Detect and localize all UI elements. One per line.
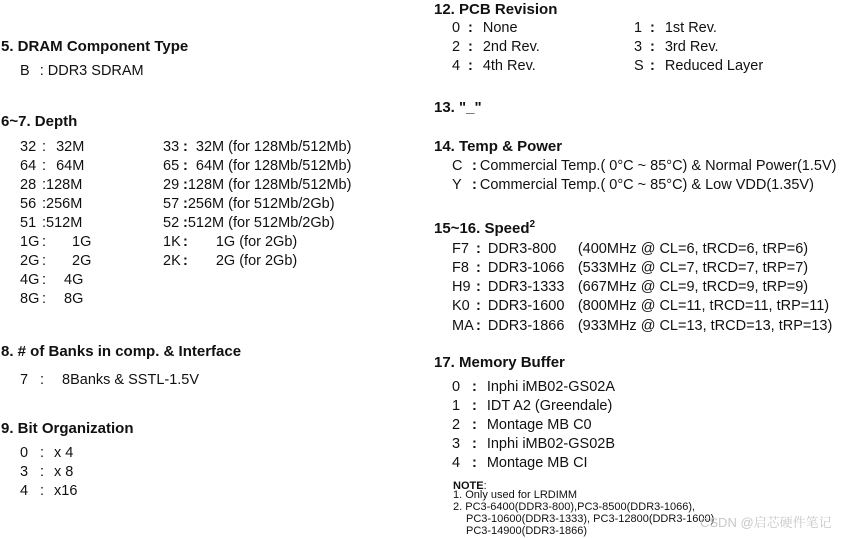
- item-sep: :: [40, 483, 45, 499]
- item-sep: :: [468, 58, 473, 74]
- item-sep: :: [183, 253, 188, 269]
- pcb-rev-item: [634, 58, 763, 74]
- section-15-16-title: [434, 219, 535, 237]
- item-code: 0: [452, 379, 461, 395]
- item-sep: :: [468, 20, 473, 36]
- item-code: 1: [452, 398, 461, 414]
- item-desc: 4th Rev.: [482, 58, 536, 74]
- depth-item: [163, 158, 351, 174]
- item-sep: :: [40, 445, 45, 461]
- pcb-rev-item: [452, 58, 536, 74]
- speed-item: [452, 318, 832, 334]
- depth-item: [20, 177, 82, 193]
- item-code: 29: [163, 177, 180, 193]
- item-desc: DDR3-1600: [487, 298, 565, 314]
- item-code: 4: [452, 455, 461, 471]
- item-code: 33: [163, 139, 180, 155]
- depth-item: [163, 234, 297, 250]
- item-desc: x 8: [54, 464, 74, 480]
- item-desc: 4G: [64, 272, 84, 288]
- item-sep: :: [183, 234, 188, 250]
- item-desc: 512M (for 512Mb/2Gb): [187, 215, 335, 231]
- depth-item: [163, 196, 335, 212]
- item-code: S: [634, 58, 644, 74]
- section-8-title: 8. # of Banks in comp. & Interface: [1, 343, 242, 360]
- item-sep: :: [42, 158, 47, 174]
- item-sep: :: [40, 464, 45, 480]
- memory-buffer-item: [452, 455, 588, 471]
- item-desc: IDT A2 (Greendale): [486, 398, 613, 414]
- item-timing: (533MHz @ CL=7, tRCD=7, tRP=7): [577, 260, 809, 276]
- item-code: 2G: [20, 253, 40, 269]
- item-sep: :: [476, 260, 481, 276]
- item-timing: (800MHz @ CL=11, tRCD=11, tRP=11): [577, 298, 830, 314]
- item-desc: 1G (for 2Gb): [215, 234, 298, 250]
- item-desc: Inphi iMB02-GS02A: [486, 379, 615, 395]
- depth-item: [20, 139, 84, 155]
- item-code: Y: [452, 177, 462, 193]
- memory-buffer-item: [452, 436, 615, 452]
- depth-item: [163, 215, 335, 231]
- item-desc: 128M (for 128Mb/512Mb): [187, 177, 352, 193]
- item-code: 57: [163, 196, 180, 212]
- item-desc: DDR3-1866: [487, 318, 565, 334]
- section-17-title: 17. Memory Buffer: [434, 354, 565, 371]
- speed-item: [452, 279, 808, 295]
- item-code: 1G: [20, 234, 40, 250]
- item-desc: 64M (for 128Mb/512Mb): [195, 158, 352, 174]
- item-code: 2K: [163, 253, 181, 269]
- item-timing: (933MHz @ CL=13, tRCD=13, tRP=13): [577, 318, 833, 334]
- speed-title-text: 15~16. Speed: [434, 220, 530, 237]
- depth-item: [20, 158, 84, 174]
- item-desc: 8G: [64, 291, 84, 307]
- item-sep: :: [472, 379, 477, 395]
- dram-type-item: [20, 63, 144, 79]
- item-sep: :: [183, 177, 188, 193]
- item-code: 51: [20, 215, 37, 231]
- item-code: MA: [452, 318, 474, 334]
- item-desc: 2G (for 2Gb): [215, 253, 298, 269]
- item-code: F7: [452, 241, 469, 257]
- item-code: 4: [452, 58, 461, 74]
- item-desc: 1G: [72, 234, 92, 250]
- section-9-title: 9. Bit Organization: [1, 420, 134, 437]
- item-desc: DDR3-1333: [487, 279, 565, 295]
- item-sep: :: [42, 291, 47, 307]
- item-code: 8G: [20, 291, 40, 307]
- depth-item: [20, 196, 82, 212]
- item-sep: :: [183, 158, 188, 174]
- speed-title-sup: 2: [529, 219, 536, 230]
- item-sep: :: [42, 272, 47, 288]
- item-desc: None: [482, 20, 518, 36]
- item-desc: DDR3-1066: [487, 260, 565, 276]
- note-line: PC3-10600(DDR3-1333), PC3-12800(DDR3-1600): [466, 513, 715, 525]
- item-code: 2: [452, 39, 461, 55]
- bit-org-item: [20, 483, 77, 499]
- pcb-rev-item: [634, 20, 717, 36]
- item-desc: 256M (for 512Mb/2Gb): [187, 196, 335, 212]
- item-code: F8: [452, 260, 469, 276]
- item-sep: :: [183, 215, 188, 231]
- item-code: 3: [452, 436, 461, 452]
- pcb-rev-item: [634, 39, 719, 55]
- item-desc: x 4: [54, 445, 74, 461]
- item-sep: :: [472, 417, 477, 433]
- note-colon: :: [483, 480, 487, 492]
- item-desc: DDR3 SDRAM: [47, 63, 144, 79]
- item-code: 28: [20, 177, 37, 193]
- item-code: 56: [20, 196, 37, 212]
- item-sep: :: [42, 177, 47, 193]
- item-sep: :: [472, 177, 477, 193]
- bit-org-item: [20, 464, 73, 480]
- watermark: CSDN @启芯硬件笔记: [700, 515, 832, 530]
- item-sep: :: [42, 234, 47, 250]
- item-desc: Montage MB CI: [486, 455, 588, 471]
- item-code: C: [452, 158, 463, 174]
- item-desc: 2nd Rev.: [482, 39, 540, 55]
- item-sep: :: [476, 298, 481, 314]
- speed-item: [452, 298, 829, 314]
- memory-buffer-item: [452, 417, 592, 433]
- section-5-title: 5. DRAM Component Type: [1, 38, 189, 55]
- item-desc: 3rd Rev.: [664, 39, 719, 55]
- item-timing: (400MHz @ CL=6, tRCD=6, tRP=6): [577, 241, 809, 257]
- item-sep: :: [476, 279, 481, 295]
- item-code: 52: [163, 215, 180, 231]
- item-code: 32: [20, 139, 37, 155]
- item-code: 3: [634, 39, 643, 55]
- note-line: 2. PC3-6400(DDR3-800),PC3-8500(DDR3-1066),: [453, 501, 696, 513]
- item-desc: Reduced Layer: [664, 58, 764, 74]
- bit-org-item: [20, 445, 73, 461]
- item-sep: :: [42, 196, 47, 212]
- item-code: 2: [452, 417, 461, 433]
- item-sep: :: [650, 58, 655, 74]
- depth-item: [20, 234, 91, 250]
- item-desc: Commercial Temp.( 0°C ~ 85°C) & Low VDD(1.35V): [479, 177, 814, 193]
- item-sep: :: [42, 139, 47, 155]
- temp-power-item: [452, 177, 814, 193]
- item-desc: 64M: [56, 158, 85, 174]
- item-sep: :: [40, 372, 45, 388]
- pcb-rev-item: [452, 39, 540, 55]
- item-code: H9: [452, 279, 471, 295]
- depth-item: [20, 215, 82, 231]
- item-code: 1K: [163, 234, 181, 250]
- item-sep: :: [42, 253, 47, 269]
- item-desc: DDR3-800: [487, 241, 557, 257]
- item-sep: :: [650, 20, 655, 36]
- item-desc: 512M: [46, 215, 83, 231]
- item-sep: :: [42, 215, 47, 231]
- item-code: 7: [20, 372, 29, 388]
- item-sep: :: [183, 196, 188, 212]
- item-sep: :: [476, 241, 481, 257]
- item-desc: Inphi iMB02-GS02B: [486, 436, 615, 452]
- depth-item: [20, 291, 83, 307]
- item-code: 4G: [20, 272, 40, 288]
- depth-item: [163, 177, 351, 193]
- item-code: 1: [634, 20, 643, 36]
- depth-item: [20, 272, 83, 288]
- item-sep: :: [650, 39, 655, 55]
- item-sep: :: [472, 436, 477, 452]
- depth-item: [20, 253, 91, 269]
- item-code: 64: [20, 158, 37, 174]
- note-title: NOTE: [453, 480, 484, 492]
- section-14-title: 14. Temp & Power: [434, 138, 563, 155]
- item-sep: :: [183, 139, 188, 155]
- item-desc: 2G: [72, 253, 92, 269]
- item-desc: Montage MB C0: [486, 417, 592, 433]
- item-code: 4: [20, 483, 29, 499]
- note-line: 1. Only used for LRDIMM: [453, 489, 578, 501]
- speed-item: [452, 241, 808, 257]
- item-timing: (667MHz @ CL=9, tRCD=9, tRP=9): [577, 279, 809, 295]
- banks-item: [20, 372, 199, 388]
- item-code: 3: [20, 464, 29, 480]
- item-sep: :: [468, 39, 473, 55]
- item-code: B: [20, 63, 30, 79]
- item-sep: :: [472, 455, 477, 471]
- note-line: PC3-14900(DDR3-1866): [466, 525, 588, 537]
- section-12-title: 12. PCB Revision: [434, 1, 558, 18]
- depth-item: [163, 139, 351, 155]
- item-desc: 128M: [46, 177, 83, 193]
- item-sep: :: [472, 158, 477, 174]
- item-desc: 8Banks & SSTL-1.5V: [62, 372, 200, 388]
- section-6-7-title: 6~7. Depth: [1, 113, 78, 130]
- item-desc: 32M (for 128Mb/512Mb): [195, 139, 352, 155]
- item-code: 0: [452, 20, 461, 36]
- section-13-title: 13. "_": [434, 99, 482, 116]
- item-code: 65: [163, 158, 180, 174]
- speed-item: [452, 260, 808, 276]
- depth-item: [163, 253, 297, 269]
- item-desc: Commercial Temp.( 0°C ~ 85°C) & Normal Power(1.5V): [479, 158, 837, 174]
- item-code: K0: [452, 298, 470, 314]
- item-desc: 256M: [46, 196, 83, 212]
- item-sep: :: [476, 318, 481, 334]
- memory-buffer-item: [452, 379, 615, 395]
- pcb-rev-item: [452, 20, 518, 36]
- item-sep: :: [39, 63, 44, 79]
- memory-buffer-item: [452, 398, 612, 414]
- item-sep: :: [472, 398, 477, 414]
- item-desc: 1st Rev.: [664, 20, 717, 36]
- temp-power-item: [452, 158, 836, 174]
- item-code: 0: [20, 445, 29, 461]
- item-desc: x16: [54, 483, 78, 499]
- item-desc: 32M: [56, 139, 85, 155]
